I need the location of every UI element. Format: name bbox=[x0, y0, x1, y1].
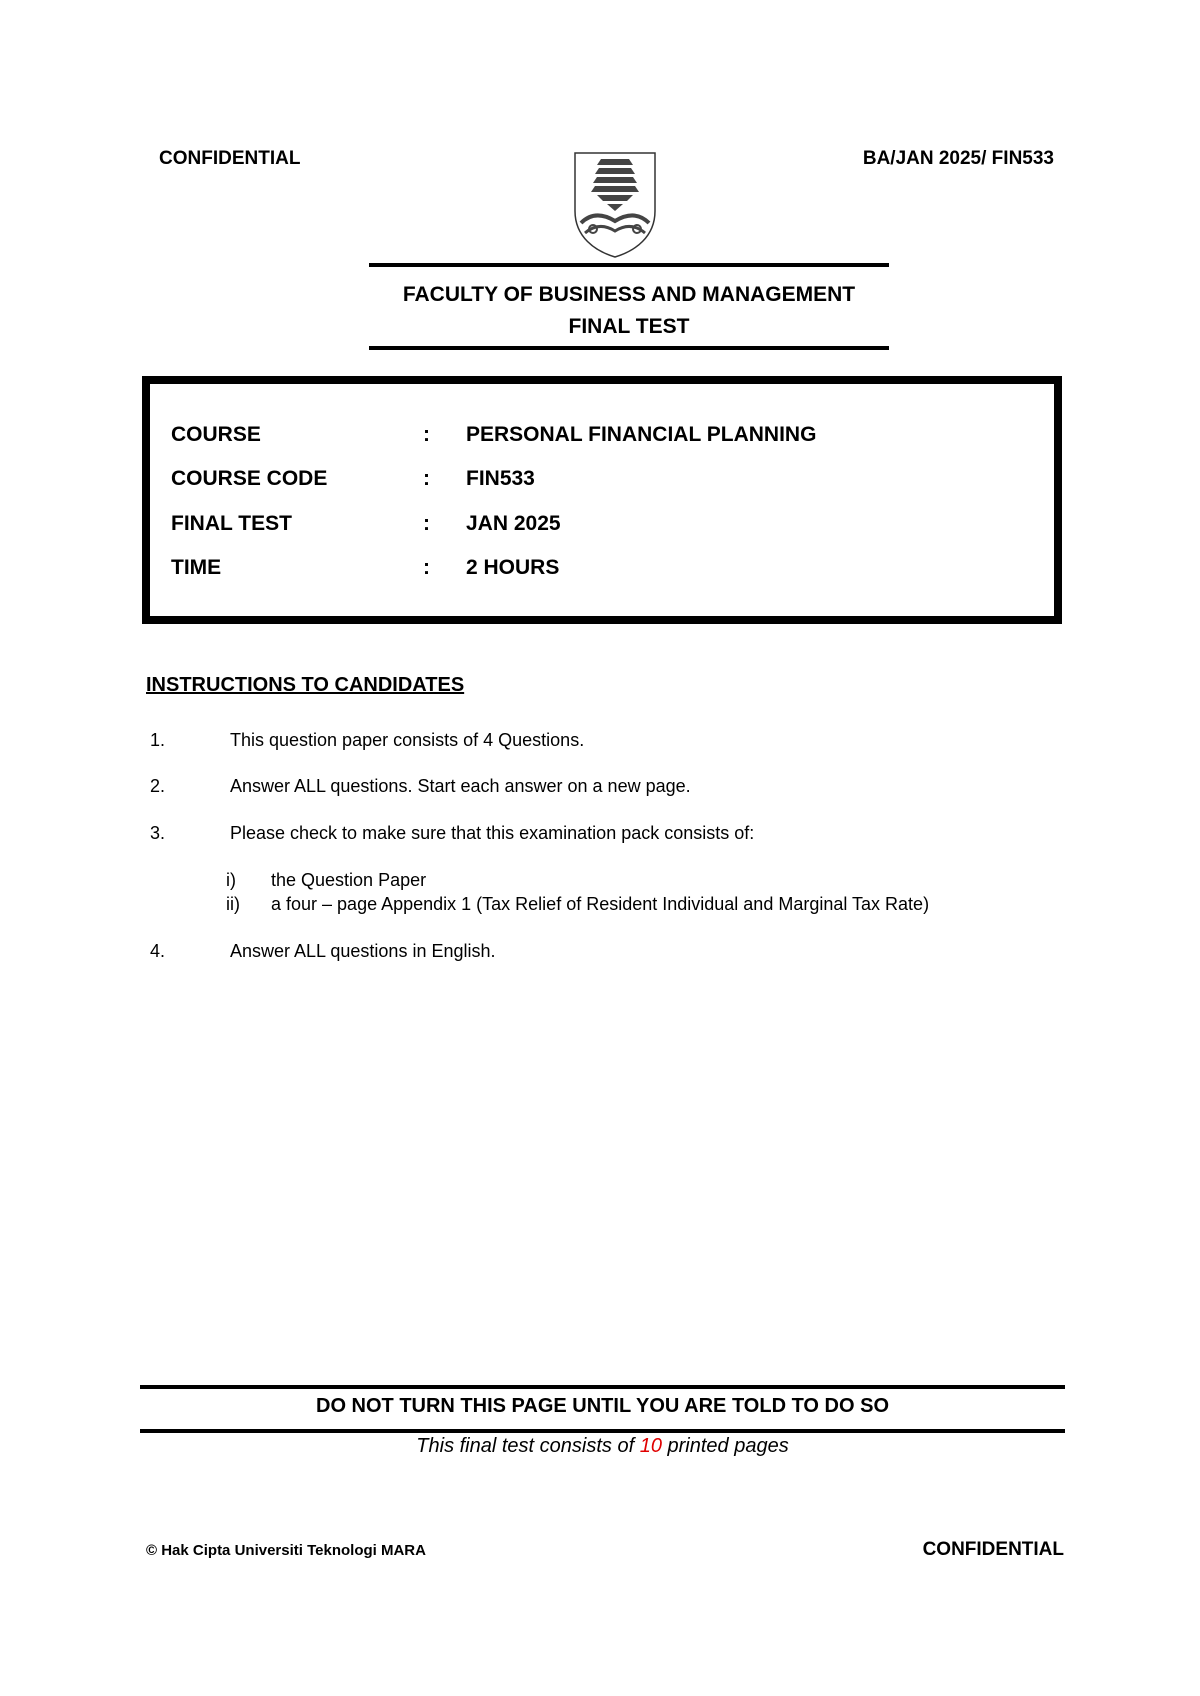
info-colon: : bbox=[423, 423, 430, 446]
info-label: COURSE bbox=[171, 423, 261, 446]
instruction-text: This question paper consists of 4 Questions. bbox=[230, 730, 585, 750]
page-count-number: 10 bbox=[639, 1435, 662, 1457]
subitem-number: i) bbox=[226, 870, 236, 890]
instructions-title: INSTRUCTIONS TO CANDIDATES bbox=[146, 674, 465, 696]
instruction-number: 3. bbox=[150, 823, 166, 843]
course-info-box bbox=[142, 376, 1062, 624]
instruction-number: 1. bbox=[150, 730, 166, 750]
info-label: COURSE CODE bbox=[171, 467, 328, 490]
test-type: FINAL TEST bbox=[568, 315, 690, 338]
subitem-text: the Question Paper bbox=[271, 870, 427, 890]
uitm-crest-icon bbox=[571, 149, 659, 259]
info-colon: : bbox=[423, 467, 430, 490]
instruction-text: Answer ALL questions in English. bbox=[230, 941, 496, 961]
info-colon: : bbox=[423, 512, 430, 535]
faculty-bottom-rule bbox=[369, 346, 889, 350]
copyright-notice: © Hak Cipta Universiti Teknologi MARA bbox=[146, 1542, 426, 1559]
faculty-top-rule bbox=[369, 263, 889, 267]
page-count-note bbox=[140, 1435, 1065, 1458]
info-value: PERSONAL FINANCIAL PLANNING bbox=[466, 423, 817, 446]
do-not-turn-warning: DO NOT TURN THIS PAGE UNTIL YOU ARE TOLD TO DO SO bbox=[316, 1395, 889, 1417]
subitem-text: a four – page Appendix 1 (Tax Relief of Resident Individual and Marginal Tax Rate) bbox=[271, 894, 930, 914]
instruction-text: Please check to make sure that this examination pack consists of: bbox=[230, 823, 755, 843]
confidential-footer: CONFIDENTIAL bbox=[922, 1539, 1064, 1560]
confidential-label: CONFIDENTIAL bbox=[159, 148, 301, 169]
instruction-number: 4. bbox=[150, 941, 166, 961]
instruction-number: 2. bbox=[150, 776, 166, 796]
info-value: FIN533 bbox=[466, 467, 535, 490]
warning-bottom-rule bbox=[140, 1429, 1065, 1433]
faculty-heading bbox=[369, 279, 889, 343]
faculty-name: FACULTY OF BUSINESS AND MANAGEMENT bbox=[402, 283, 856, 306]
warning-top-rule bbox=[140, 1385, 1065, 1389]
instruction-text: Answer ALL questions. Start each answer on a new page. bbox=[230, 776, 691, 796]
info-value: JAN 2025 bbox=[466, 512, 561, 535]
subitem-number: ii) bbox=[226, 894, 240, 914]
info-label: FINAL TEST bbox=[171, 512, 292, 535]
info-colon: : bbox=[423, 556, 430, 579]
page-count-prefix: This final test consists of bbox=[416, 1435, 640, 1457]
page-count-suffix: printed pages bbox=[661, 1435, 789, 1457]
info-value: 2 HOURS bbox=[466, 556, 560, 579]
info-label: TIME bbox=[171, 556, 222, 579]
paper-reference: BA/JAN 2025/ FIN533 bbox=[862, 148, 1054, 169]
